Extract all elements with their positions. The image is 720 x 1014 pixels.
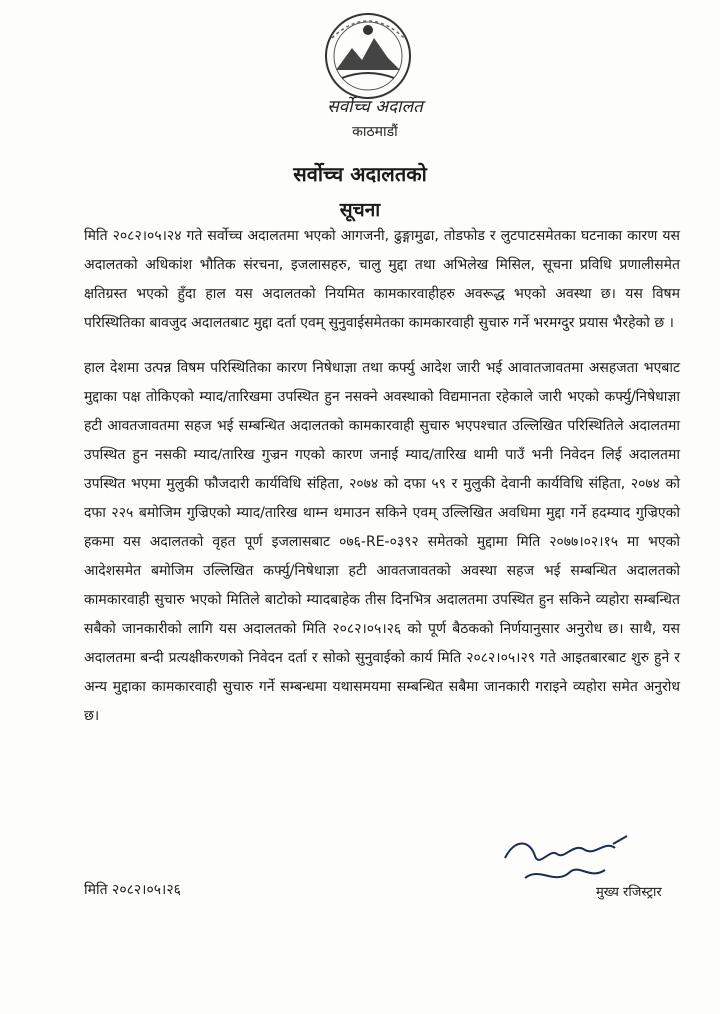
paragraph-1: मिति २०८२।०५।२४ गते सर्वोच्च अदालतमा भएको आगजनी, ढुङ्गामुढा, तोडफोड र लुटपाटसमेतका घटनाका कारण यस अदालतको अधिकांश भौतिक संरचना, इजलासहरु, चालु मुद्दा तथा अभिलेख मिसिल, सूचना प्रविधि प्रणालीसमेत क्षतिग्रस्त भएको हुँदा हाल यस अदालतको नियमित कामकारवाहीहरु अवरूद्ध भएको अवस्था छ। यस विषम परिस्थितिका बावजुद अदालतबाट मुद्दा दर्ता एवम् सुनुवाईसमेतका कामकारवाही सुचारु गर्ने भरमग्दुर प्रयास भैरहेको छ । <box>84 228 680 331</box>
notice-subtitle: सूचना <box>339 199 381 221</box>
signature <box>495 828 685 890</box>
signatory-title: मुख्य रजिस्ट्रार <box>596 885 662 900</box>
court-city: काठमाडौं <box>352 124 398 140</box>
notice-title: सर्वोच्च अदालतको <box>293 162 427 186</box>
notice-date: मिति २०८२।०५।२६ <box>84 882 181 898</box>
paragraph-2: हाल देशमा उत्पन्न विषम परिस्थितिका कारण निषेधाज्ञा तथा कर्फ्यु आदेश जारी भई आवातजावतमा असहजता भएबाट मुद्दाका पक्ष तोकिएको म्याद/तारिखमा उपस्थित हुन नसक्ने अवस्थाको विद्यमानता रहेकाले जारी भएको कर्फ्यु/निषेधाज्ञा हटी आवतजावतमा सहज भई सम्बन्धित अदालतको कामकारवाही सुचारु भएपश्चात उल्लिखित परिस्थितिले अदालतमा उपस्थित हुन नसकी म्याद/तारिख गुज्रन गएको कारण जनाई म्याद/तारिख थामी पाउँ भनी निवेदन लिई अदालतमा उपस्थित भएमा मुलुकी फौजदारी कार्यविधि संहिता, २०७४ को दफा ५९ र मुलुकी देवानी कार्यविधि संहिता, २०७४ को दफा २२५ बमोजिम गुज्रिएको म्याद/तारिख थाम्न थमाउन सकिने एवम् उल्लिखित अवधिमा मुद्दा गर्ने हदम्याद गुज्रिएको हकमा यस अदालतको वृहत पूर्ण इजलासबाट ०७६-RE-०३९२ समेतको मुद्दामा मिति २०७७।०२।१५ मा भएको आदेशसमेत बमोजिम उल्लिखित कर्फ्यु/निषेधाज्ञा हटी आवतजावतको अवस्था सहज भई सम्बन्धित अदालतको कामकारवाही सुचारु भएको मितिले बाटोको म्यादबाहेक तीस दिनभित्र अदालतमा उपस्थित हुन सकिने व्यहोरा सम्बन्धित सबैको जानकारीको लागि यस अदालतको मिति २०८२।०५।२६ को पूर्ण बैठकको निर्णयानुसार अनुरोध छ। साथै, यस अदालतमा बन्दी प्रत्यक्षीकरणको निवेदन दर्ता र सोको सुनुवाईको कार्य मिति २०८२।०५।२९ गते आइतबारबाट शुरु हुने र अन्य मुद्दाका कामकारवाही सुचारु गर्ने सम्बन्धमा यथासमयमा सम्बन्धित सबैमा जानकारी गराइने व्यहोरा समेत अनुरोध छ। <box>84 360 680 724</box>
court-name: सर्वोच्च अदालत <box>327 97 423 117</box>
